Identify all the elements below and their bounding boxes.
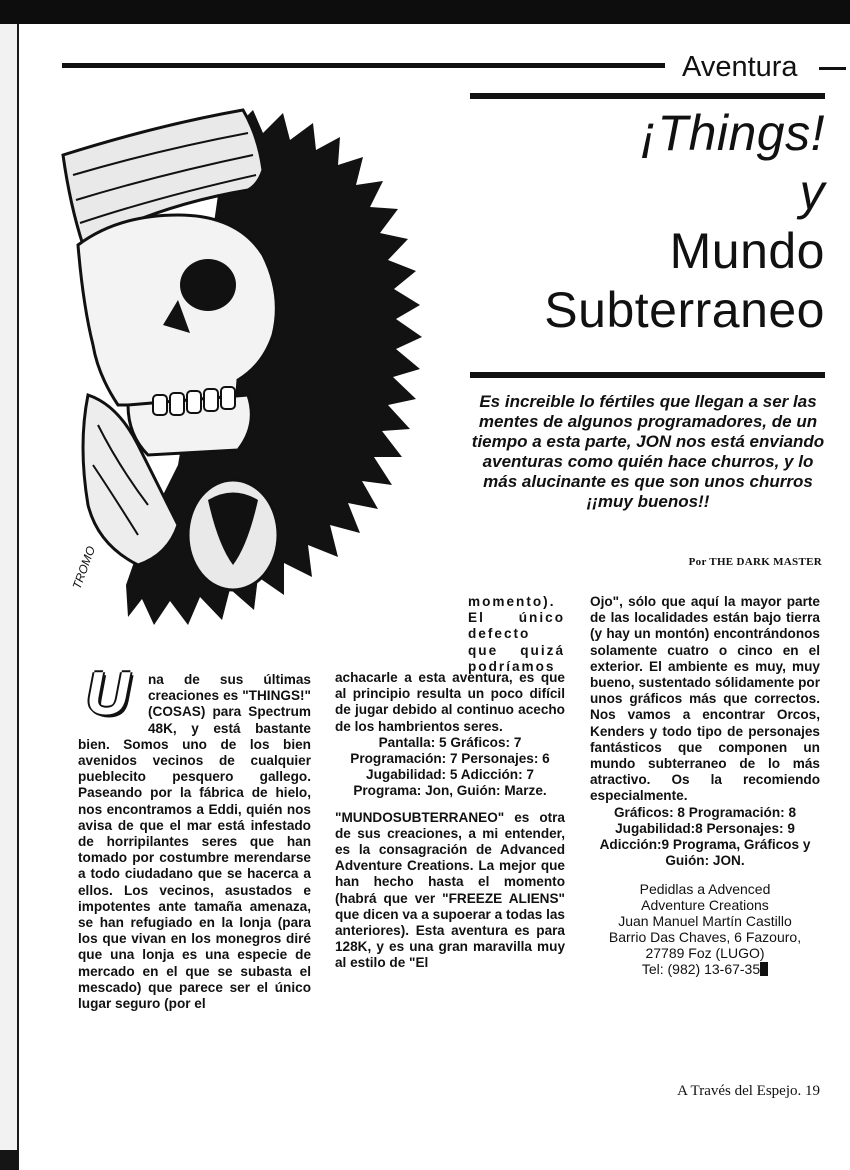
scan-border-left <box>0 24 18 1170</box>
title-line-2: y <box>799 164 825 220</box>
title-line-4: Subterraneo <box>544 282 825 338</box>
things-ratings: Pantalla: 5 Gráficos: 7 Programación: 7 Personajes: 6 Jugabilidad: 5 Adicción: 7 Programa: Jon, Guión: Marze. <box>350 734 550 799</box>
byline: Por THE DARK MASTER <box>688 556 822 568</box>
address-line-6-wrap <box>590 961 820 977</box>
title-line-1: ¡Things! <box>640 105 825 161</box>
page-fold-line <box>17 24 19 1170</box>
column-2-continuation: momento). El único defecto que quizá podríamos <box>468 594 565 674</box>
column-2-body: achacarle a esta aventura, es que al principio resulta un poco difícil de jugar debido al continuo acecho de los hambrientos seres. <box>335 670 565 734</box>
order-address <box>590 881 820 977</box>
title-rule-top <box>470 93 825 99</box>
column-1-body: na de sus últimas creaciones es "THINGS!" (COSAS) para Spectrum 48K, y está bastante bien. Somos uno de los bien avenidos vecinos de cualquier pueblecito pesquero gallego. Paseando por la fábrica de hielo, nos encontramos a Eddi, quién nos avisa de que el mar está infestado de horripilantes seres que han tomado por costumbre merendarse a todo ciudadano que se hacerca a ellos. Los vecinos, asustados e impotentes ante tamaña amenaza, se han refugiado en la lonja (para los que vivan en los monegros diré que una lonja es una especie de mercado en el que se subasta el mescado) que parece ser el único lugar seguro (por el <box>78 672 311 1012</box>
address-line-1: Pedidlas a Advenced <box>639 881 771 898</box>
title-rule-bottom <box>470 372 825 378</box>
address-line-3: Juan Manuel Martín Castillo <box>618 913 792 930</box>
section-label: Aventura <box>682 51 798 83</box>
dropcap-box <box>78 660 144 727</box>
scan-corner <box>0 1150 18 1170</box>
scan-border-top <box>0 0 850 24</box>
eye-socket <box>180 259 236 311</box>
address-line-4: Barrio Das Chaves, 6 Fazouro, <box>608 929 802 946</box>
skull-illustration <box>58 105 463 655</box>
section-dash <box>819 67 846 70</box>
mundo-ratings: Gráficos: 8 Programación: 8 Jugabilidad:8 Personajes: 9 Adicción:9 Programa, Gráficos y Guión: JON. <box>599 804 811 869</box>
address-line-6: Tel: (982) 13-67-35 <box>641 961 761 978</box>
artist-signature: TROMO <box>69 544 99 592</box>
page-folio: A Través del Espejo. 19 <box>677 1083 820 1099</box>
title-line-3: Mundo <box>669 223 825 279</box>
lead-paragraph: Es increible lo fértiles que llegan a ser las mentes de algunos programadores, de un tiempo a esta parte, JON nos está enviando aventuras como quién hace churros, y lo más alucinante es que son unos churros ¡¡muy buenos!! <box>471 392 825 511</box>
dropcap: U <box>86 660 130 727</box>
end-mark <box>760 962 768 976</box>
column-2 <box>335 670 565 972</box>
column-3 <box>590 594 820 977</box>
column-1 <box>78 660 311 1012</box>
section-rule <box>62 63 665 68</box>
column-3-body: Ojo", sólo que aquí la mayor parte de las localidades están bajo tierra (y hay un montón) encontrándonos solamente cuatro o cinco en el exterior. El ambiente es muy, muy bueno, sustentado sólidamente por unos gráficos más que correctos. Nos vamos a encontrar Orcos, Kenders y todo tipo de personajes fantásticos que componen un mundo subterraneo de lo más atractivo. Os la recomiendo especialmente. <box>590 594 820 804</box>
address-line-5: 27789 Foz (LUGO) <box>645 945 765 962</box>
column-2-body-2: "MUNDOSUBTERRANEO" es otra de sus creaciones, a mi entender, es la consagración de Advanced Adventure Creations. La mejor que han hecho hasta el momento (habrá que ver "FREEZE ALIENS" que dicen va a supoerar a todas las anteriores). Esta aventura es para 128K, y es una gran maravilla muy al estilo de "El <box>335 809 565 971</box>
address-line-2: Adventure Creations <box>641 897 769 914</box>
article-title <box>470 104 825 340</box>
